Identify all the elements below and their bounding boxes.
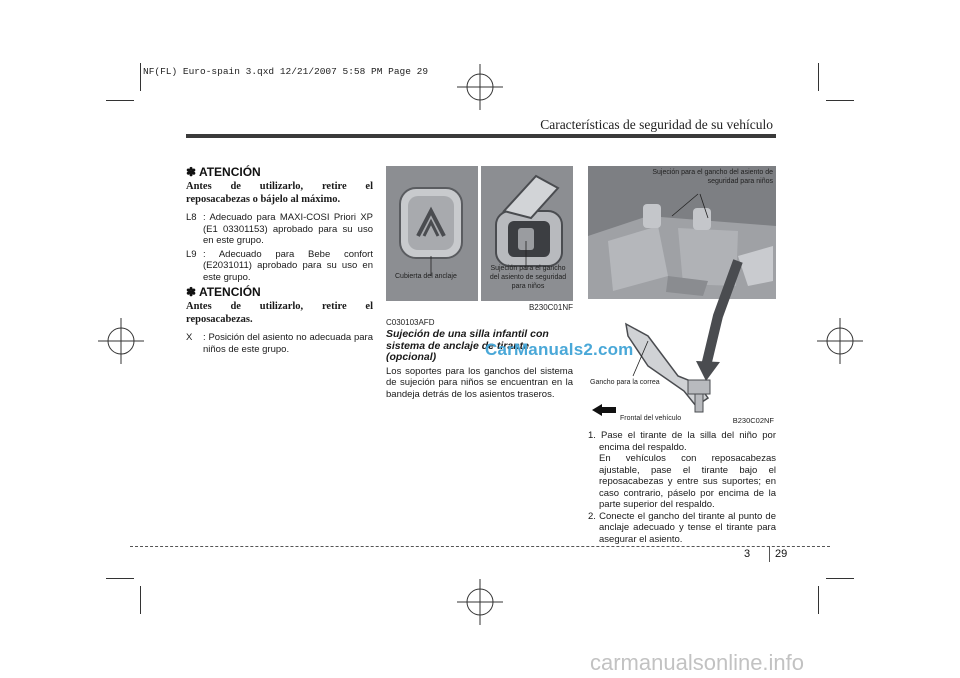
- attention-heading: ✽ ATENCIÓN: [186, 165, 261, 179]
- page-number-value: 29: [775, 548, 788, 560]
- figure-label-holder: Sujeción para el gancho del asiento de seguridad para niños: [652, 169, 773, 185]
- step-item: [588, 511, 776, 546]
- list-item: [186, 249, 373, 284]
- item-text: : Adecuado para MAXI-COSI Priori XP (E1 03301153) aprobado para su uso en este grupo.: [203, 212, 373, 246]
- list-item: [186, 332, 373, 355]
- item-code: L9: [186, 248, 197, 260]
- footer-watermark: carmanualsonline.info: [590, 650, 805, 675]
- chapter-number: 3: [744, 548, 751, 560]
- figure-label-front: Frontal del vehículo: [620, 415, 682, 422]
- figure-label-holder: Sujeción para el gancho del asiento de seguridad para niños: [489, 265, 567, 290]
- header-rule: [186, 134, 776, 138]
- footer-rule: [130, 546, 830, 547]
- item-text: : Posición del asiento no adecuada para niños de este grupo.: [203, 332, 373, 355]
- attention-heading: ✽ ATENCIÓN: [186, 285, 261, 299]
- attention-lead: Antes de utilizarlo, retire el reposacabezas.: [186, 301, 373, 325]
- site-watermark: CarManuals2.com: [485, 340, 634, 359]
- section-code: C030103AFD: [386, 318, 435, 327]
- rear-shelf-figure: [588, 166, 776, 425]
- figure-code: B230C01NF: [528, 303, 573, 312]
- figure-label-cover: Cubierta del anclaje: [395, 273, 457, 280]
- section-subheading: Sujeción de una silla infantil con sistema de anclaje de tirante (opcional): [386, 328, 549, 363]
- registration-mark-bottom: [455, 577, 505, 627]
- anchor-cover-figure: [386, 166, 573, 301]
- step-note: En vehículos con reposacabezas ajustable, pase el tirante bajo el reposacabezas y entre sus suportes; en caso contrario, páselo por encima de la parte superior del respaldo.: [599, 453, 776, 510]
- section-body: Los soportes para los ganchos del sistema de sujeción para niños se encuentran en la bandeja detrás de los asientos traseros.: [386, 365, 573, 400]
- section-title: Características de seguridad de su vehículo: [540, 117, 773, 132]
- page-number-separator: [769, 546, 770, 562]
- step-number: 1.: [588, 430, 596, 441]
- figure-code: B230C02NF: [732, 416, 774, 425]
- registration-mark-right: [815, 316, 865, 366]
- item-code: X: [186, 332, 193, 343]
- item-code: L8: [186, 212, 197, 223]
- attention-lead: Antes de utilizarlo, retire el reposacabezas o bájelo al máximo.: [186, 181, 373, 205]
- registration-mark-top: [455, 62, 505, 112]
- column-left: [186, 165, 373, 357]
- step-text: Conecte el gancho del tirante al punto de anclaje adecuado y tense el tirante para asegurar el asiento.: [599, 510, 776, 545]
- list-item: [186, 212, 373, 247]
- registration-mark-left: [96, 316, 146, 366]
- page-number: [744, 548, 804, 560]
- column-middle: [386, 166, 573, 400]
- print-slug: NF(FL) Euro-spain 3.qxd 12/21/2007 5:58 PM Page 29: [143, 66, 429, 77]
- step-number: 2.: [588, 510, 596, 522]
- figure-label-strap-hook: Gancho para la correa: [590, 379, 660, 386]
- step-item: [588, 430, 776, 453]
- item-text: : Adecuado para Bebe confort (E2031011) aprobado para su uso en este grupo.: [203, 248, 373, 283]
- step-text: Pase el tirante de la silla del niño por encima del respaldo.: [599, 430, 777, 453]
